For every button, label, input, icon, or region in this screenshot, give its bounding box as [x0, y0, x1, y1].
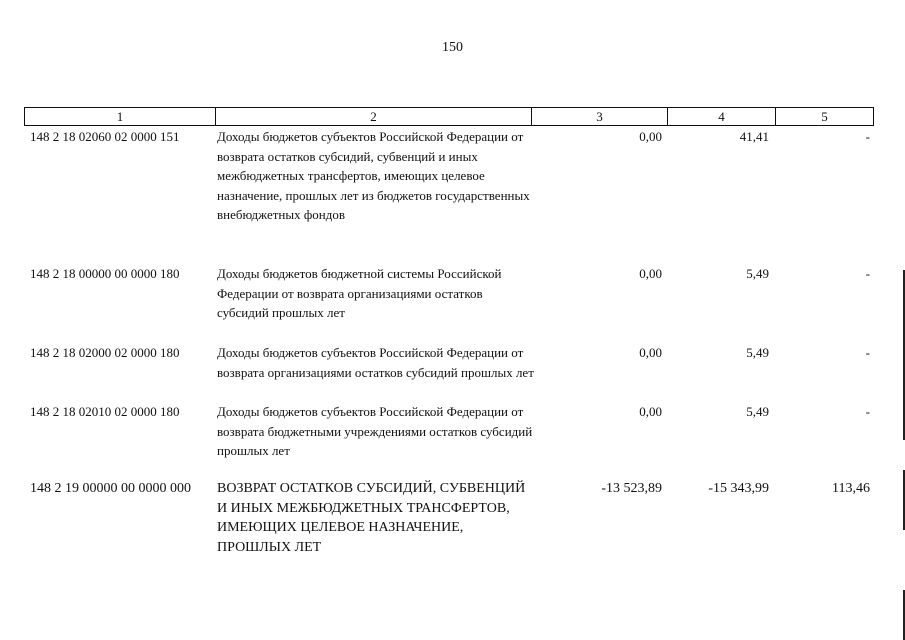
income-name: Доходы бюджетов субъектов Российской Федерации от возврата организациями остатков субсидий прошлых лет: [217, 345, 534, 380]
header-col-1: 1: [116, 109, 124, 124]
value-col-3: -13 523,89: [601, 481, 662, 496]
value-col-3: 0,00: [639, 266, 662, 281]
header-col-5: 5: [775, 108, 873, 125]
value-col-4: 5,49: [746, 266, 769, 281]
budget-code: 148 2 19 00000 00 0000 000: [30, 481, 191, 496]
value-col-3: 0,00: [639, 404, 662, 419]
budget-code: 148 2 18 02010 02 0000 180: [30, 404, 180, 419]
income-name: Доходы бюджетов субъектов Российской Федерации от возврата остатков субсидий, субвенций и иных межбюджетных трансфертов, имеющих целевое назначение, прошлых лет из бюджетов государственных внебюджетных фондов: [217, 129, 530, 222]
value-col-5: -: [865, 404, 870, 419]
value-col-4: 41,41: [739, 129, 769, 144]
income-name: Доходы бюджетов субъектов Российской Федерации от возврата бюджетными учреждениями остатков субсидий прошлых лет: [217, 404, 533, 458]
income-name: Доходы бюджетов бюджетной системы Российской Федерации от возврата организациями остатков субсидий прошлых лет: [217, 266, 502, 320]
budget-code: 148 2 18 02060 02 0000 151: [30, 129, 180, 144]
header-col-2: 2: [215, 108, 531, 125]
income-name: ВОЗВРАТ ОСТАТКОВ СУБСИДИЙ, СУБВЕНЦИЙ И ИНЫХ МЕЖБЮДЖЕТНЫХ ТРАНСФЕРТОВ, ИМЕЮЩИХ ЦЕЛЕВОЕ НАЗНАЧЕНИЕ, ПРОШЛЫХ ЛЕТ: [217, 481, 526, 555]
value-col-5: 113,46: [832, 481, 870, 496]
budget-code: 148 2 18 00000 00 0000 180: [30, 266, 180, 281]
budget-code: 148 2 18 02000 02 0000 180: [30, 345, 180, 360]
table-header: [24, 107, 874, 126]
value-col-5: -: [865, 345, 870, 360]
value-col-3: 0,00: [639, 129, 662, 144]
value-col-5: -: [865, 129, 870, 144]
value-col-4: -15 343,99: [708, 481, 769, 496]
value-col-3: 0,00: [639, 345, 662, 360]
header-col-4: 4: [667, 108, 775, 125]
value-col-4: 5,49: [746, 404, 769, 419]
page-number: 150: [442, 40, 463, 55]
value-col-4: 5,49: [746, 345, 769, 360]
header-col-3: 3: [531, 108, 667, 125]
value-col-5: -: [865, 266, 870, 281]
